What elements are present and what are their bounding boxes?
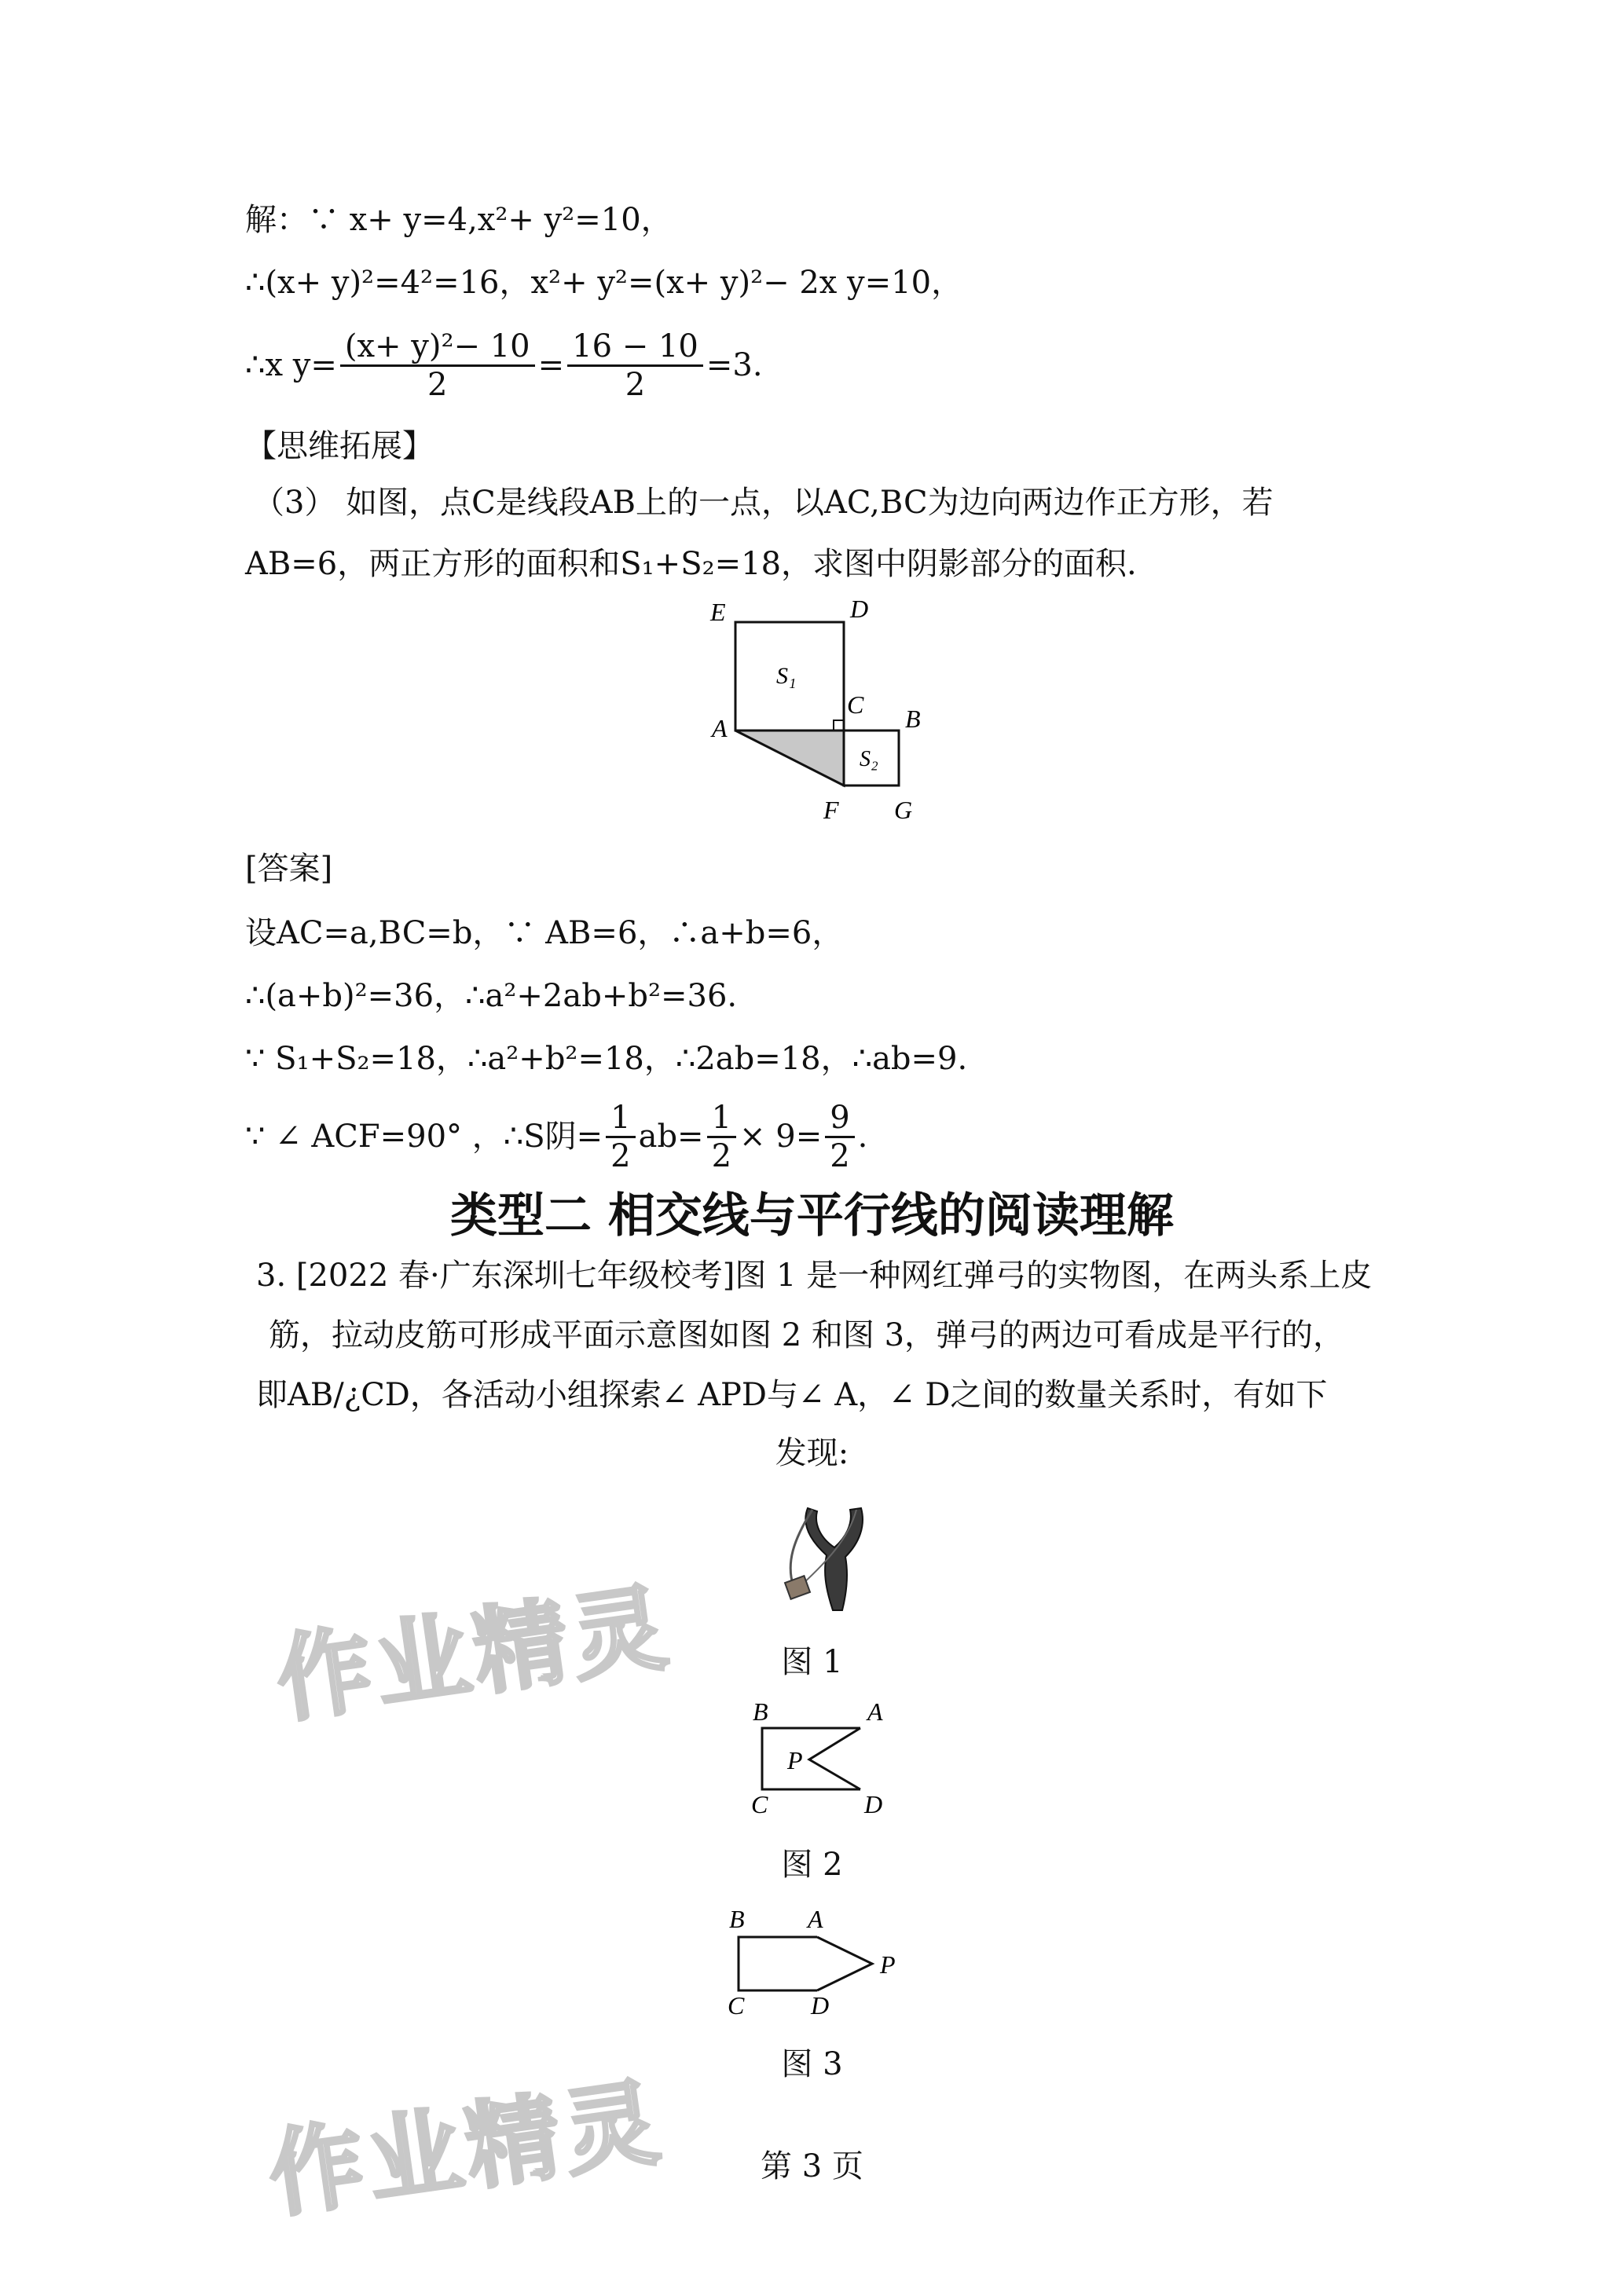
right-angle-mark [834,720,844,731]
fig3-label-c: C [728,1991,745,2016]
figure-2-diagram [739,1697,896,1814]
watermark: 作业精灵 [262,2067,670,2232]
solution-line-1: 解：∵ x+ y=4,x²+ y²=10， [245,202,673,238]
equals-sign: = [537,347,565,383]
fig2-label-d: D [864,1790,883,1814]
fig3-label-b: B [729,1905,745,1933]
fig3-label-p: P [880,1950,896,1979]
fraction [340,328,535,403]
slingshot-icon [778,1492,896,1618]
fig2-label-a: A [867,1697,883,1726]
solution-line-3 [245,322,763,408]
answer-header: [答案] [245,851,333,887]
watermark: 作业精灵 [270,1573,678,1737]
fig2-label-b: B [753,1697,768,1726]
answer-line-1: 设AC=a,BC=b，∵ AB=6，∴a+b=6， [245,915,844,951]
fraction-denominator: 2 [830,1137,850,1174]
section-title: 类型二 相交线与平行线的阅读理解 [450,1188,1174,1243]
label-b: B [905,705,921,733]
problem3-line-3: 即AB/¿CD，各活动小组探索∠ APD与∠ A，∠ D之间的数量关系时，有如下 [256,1377,1328,1413]
answer-line-4-part-a: ∵ ∠ ACF=90° ，∴S阴= [245,1119,603,1155]
problem3-line-4: 发现: [775,1435,849,1471]
answer-line-4-part-d: . [857,1119,868,1155]
answer-line-4-part-b: ab= [638,1119,704,1155]
fraction [707,1100,736,1174]
fraction-numerator: 16 − 10 [567,328,703,367]
label-g: G [894,796,913,824]
fig3-label-a: A [808,1905,823,1933]
solution-line-3-lhs: ∴x y= [245,347,337,383]
fraction-denominator: 2 [427,366,448,403]
fraction [606,1100,635,1174]
solution-line-3-rhs: =3. [706,347,763,383]
fraction-denominator: 2 [625,366,646,403]
extension-problem-line-1: （3） 如图，点C是线段AB上的一点，以AC,BC为边向两边作正方形，若 [253,485,1274,521]
squares-figure [691,597,943,833]
fraction-denominator: 2 [711,1137,732,1174]
label-a: A [712,714,728,742]
fig2-label-p: P [787,1746,803,1774]
problem3-line-1: 3. [2022 春·广东深圳七年级校考]图 1 是一种网红弹弓的实物图，在两头系上皮 [256,1258,1373,1294]
label-f: F [823,796,839,824]
answer-line-3: ∵ S₁+S₂=18，∴a²+b²=18，∴2ab=18，∴ab=9. [245,1041,968,1077]
fraction-numerator: 1 [707,1100,736,1138]
page-number: 第 3 页 [761,2148,863,2184]
answer-line-4 [245,1093,867,1180]
solution-line-2: ∴(x+ y)²=4²=16，x²+ y²=(x+ y)²− 2x y=10， [245,265,963,301]
extension-problem-line-2: AB=6，两正方形的面积和S₁+S₂=18，求图中阴影部分的面积. [245,546,1137,582]
extension-header: 【思维拓展】 [245,428,434,464]
fraction-numerator: 1 [606,1100,635,1138]
fraction-numerator: 9 [825,1100,854,1138]
figure-3-diagram [715,1898,919,2016]
fraction [567,328,703,403]
fraction-denominator: 2 [610,1137,631,1174]
figure-1-caption: 图 1 [781,1644,843,1680]
label-d: D [850,597,869,623]
answer-line-4-part-c: × 9= [739,1119,823,1155]
fig2-label-c: C [751,1790,768,1814]
fraction [825,1100,854,1174]
problem3-line-2: 筋，拉动皮筋可形成平面示意图如图 2 和图 3，弹弓的两边可看成是平行的， [269,1317,1345,1353]
figure-3-caption: 图 3 [781,2046,843,2082]
label-c: C [847,690,864,719]
shaded-triangle [735,731,844,785]
label-s2: S₂ [860,747,878,771]
answer-line-2: ∴(a+b)²=36，∴a²+2ab+b²=36. [245,978,738,1014]
label-e: E [710,598,726,626]
fraction-numerator: (x+ y)²− 10 [340,328,535,367]
label-s1: S₁ [776,663,797,689]
fig3-label-d: D [811,1991,830,2016]
figure-2-caption: 图 2 [781,1847,843,1883]
